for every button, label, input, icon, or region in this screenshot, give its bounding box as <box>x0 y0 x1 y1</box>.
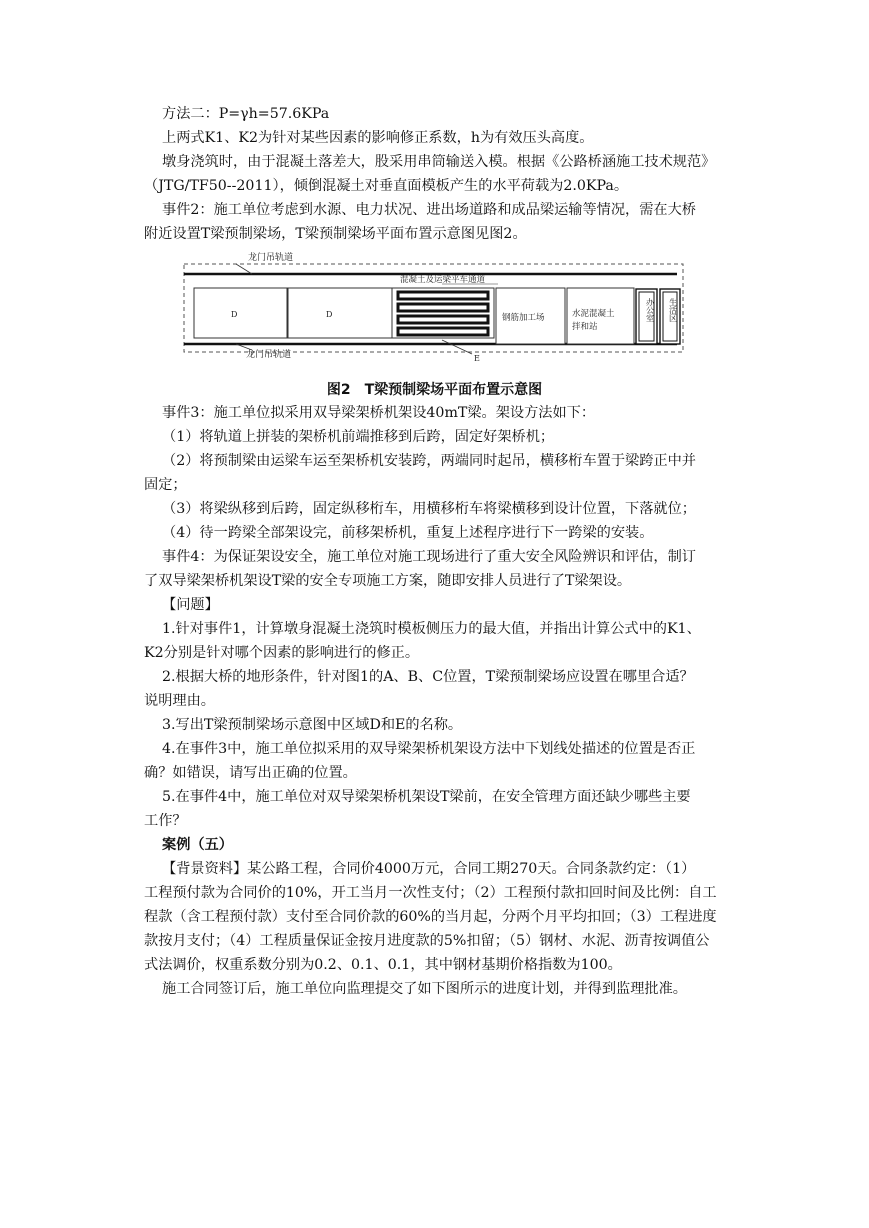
paragraph-line: 方法二：P=γh=57.6KPa <box>162 106 330 122</box>
paragraph-line: 程款（含工程预付款）支付至合同价款的60%的当月起，分两个月平均扣回；（3）工程进度 <box>144 909 717 925</box>
question-line: 5.在事件4中，施工单位对双导梁架桥机架设T梁前，在安全管理方面还缺少哪些主要 <box>162 789 691 805</box>
precast-bed <box>398 304 488 311</box>
paragraph-line: 【背景资料】某公路工程，合同价4000万元，合同工期270天。合同条款约定：（1） <box>162 861 696 877</box>
section-heading: 【问题】 <box>162 597 219 613</box>
crane-track-top-label: 龙门吊轨道 <box>248 253 294 263</box>
area-d-left-label: D <box>231 310 238 319</box>
paragraph-line: 了双导梁架桥机架设T梁的安全专项施工方案，随即安排人员进行了T梁架设。 <box>144 573 632 589</box>
paragraph-line: 固定； <box>144 477 187 493</box>
mixing-station-label-2: 拌和站 <box>572 322 598 332</box>
paragraph-line: 上两式K1、K2为针对某些因素的影响修正系数，h为有效压头高度。 <box>162 130 594 146</box>
paragraph-line: （1）将轨道上拼装的架桥机前端推移到后跨，固定好架桥机； <box>162 429 555 445</box>
question-line: 说明理由。 <box>144 693 215 709</box>
precast-bed <box>398 316 488 323</box>
question-line: 3.写出T梁预制梁场示意图中区域D和E的名称。 <box>162 717 463 733</box>
paragraph-line: 事件4：为保证架设安全，施工单位对施工现场进行了重大安全风险辨识和评估，制订 <box>162 549 696 565</box>
question-line: 工作？ <box>144 813 187 829</box>
crane-track-top-leader <box>236 264 252 274</box>
paragraph-line: 施工合同签订后，施工单位向监理提交了如下图所示的进度计划，并得到监理批准。 <box>162 981 687 997</box>
question-line: K2分别是针对哪个因素的影响进行的修正。 <box>144 645 420 661</box>
paragraph-line: （JTG/TF50--2011），倾倒混凝土对垂直面模板产生的水平荷载为2.0KPa。 <box>144 178 629 194</box>
office-label: 办公室 <box>645 298 655 322</box>
question-line: 确？如错误，请写出正确的位置。 <box>144 765 357 781</box>
figure-caption: 图2 T梁预制梁场平面布置示意图 <box>326 382 543 398</box>
precast-bed <box>398 328 488 335</box>
paragraph-line: （4）待一跨梁全部架设完，前移架桥机，重复上述程序进行下一跨梁的安装。 <box>162 525 654 541</box>
area-e-label: E <box>474 354 480 363</box>
paragraph-line: （2）将预制梁由运梁车运至架桥机安装跨，两端同时起吊，横移桁车置于梁跨正中并 <box>162 453 696 469</box>
paragraph-line: 事件3：施工单位拟采用双导梁架桥机架设40mT梁。架设方法如下： <box>162 405 596 421</box>
area-d-right-label: D <box>326 310 333 319</box>
paragraph-line: 款按月支付；（4）工程质量保证金按月进度款的5%扣留；（5）钢材、水泥、沥青按调值公 <box>144 933 710 949</box>
crane-track-bottom-label: 龙门吊轨道 <box>246 350 292 360</box>
paragraph-line: （3）将梁纵移到后跨，固定纵移桁车，用横移桁车将梁横移到设计位置，下落就位； <box>162 501 696 517</box>
paragraph-line: 事件2：施工单位考虑到水源、电力状况、进出场道路和成品梁运输等情况，需在大桥 <box>162 202 696 218</box>
mixing-station-label-1: 水泥混凝土 <box>572 309 615 319</box>
paragraph-line: 附近设置T梁预制梁场，T梁预制梁场平面布置示意图见图2。 <box>144 226 527 242</box>
question-line: 2.根据大桥的地形条件，针对图1的A、B、C位置，T梁预制梁场应设置在哪里合适？ <box>162 669 694 685</box>
area-d-left-box <box>194 288 287 338</box>
precast-bed <box>398 292 488 299</box>
yard-layout-figure <box>180 250 690 368</box>
road-label: 混凝土及运梁平车通道 <box>400 275 486 285</box>
case-heading: 案例（五） <box>162 837 233 853</box>
rebar-yard-label: 钢筋加工场 <box>502 313 545 323</box>
question-line: 1.针对事件1，计算墩身混凝土浇筑时模板侧压力的最大值，并指出计算公式中的K1、 <box>162 621 701 637</box>
area-d-right-box <box>288 288 392 338</box>
living-area-label: 生活区 <box>668 298 678 322</box>
paragraph-line: 墩身浇筑时，由于混凝土落差大，股采用串筒输送入模。根据《公路桥涵施工技术规范》 <box>162 154 716 170</box>
paragraph-line: 式法调价，权重系数分别为0.2、0.1、0.1，其中钢材基期价格指数为100。 <box>144 957 622 973</box>
paragraph-line: 工程预付款为合同价的10%，开工当月一次性支付；（2）工程预付款扣回时间及比例：自工 <box>144 885 717 901</box>
question-line: 4.在事件3中，施工单位拟采用的双导梁架桥机架设方法中下划线处描述的位置是否正 <box>162 741 696 757</box>
